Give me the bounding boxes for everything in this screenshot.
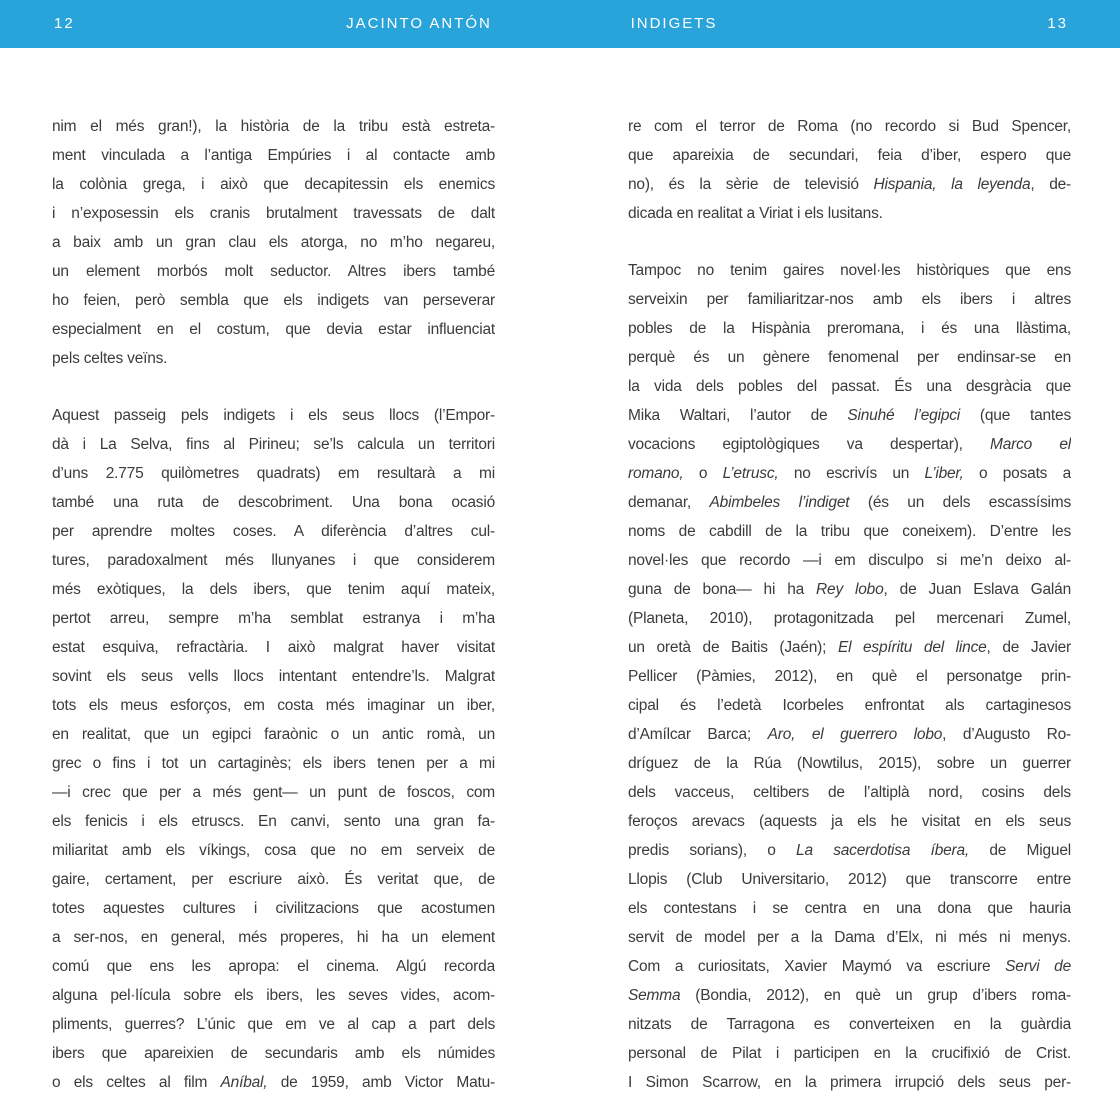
text-line bbox=[52, 778, 495, 807]
text-line bbox=[52, 286, 495, 315]
text-segment: I Simon Scarrow, en la primera irrupció dels seus per- bbox=[628, 1074, 1071, 1091]
text-segment: que apareixia de secundari, feia d’iber, espero que bbox=[628, 147, 1071, 164]
text-line bbox=[52, 894, 495, 923]
text-line bbox=[628, 546, 1071, 575]
text-segment: dels vacceus, celtibers de l’altiplà nord, cosins dels bbox=[628, 784, 1071, 801]
italic-text-segment: L’iber, bbox=[924, 465, 964, 482]
text-line bbox=[628, 343, 1071, 372]
text-segment: o posats a bbox=[963, 465, 1071, 482]
text-line bbox=[628, 662, 1071, 691]
text-segment: personal de Pilat i participen en la crucifixió de Crist. bbox=[628, 1045, 1071, 1062]
italic-text-segment: Semma bbox=[628, 987, 681, 1004]
text-line bbox=[628, 256, 1071, 285]
text-line bbox=[52, 401, 495, 430]
text-segment: a baix amb un gran clau els atorga, no m’ho negareu, bbox=[52, 234, 495, 251]
text-segment: miliaritat amb els víkings, cosa que no em serveix de bbox=[52, 842, 495, 859]
text-line bbox=[628, 575, 1071, 604]
text-line bbox=[52, 865, 495, 894]
text-segment: especialment en el costum, que devia estar influenciat bbox=[52, 321, 495, 338]
text-segment: Com a curiositats, Xavier Maymó va escriure bbox=[628, 958, 1006, 975]
text-segment: Llopis (Club Universitario, 2012) que transcorre entre bbox=[628, 871, 1071, 888]
text-segment: ho feien, però sembla que els indigets van perseverar bbox=[52, 292, 495, 309]
text-line bbox=[628, 1068, 1071, 1097]
text-line bbox=[628, 517, 1071, 546]
page-number-left: 12 bbox=[54, 15, 75, 32]
italic-text-segment: L’etrusc, bbox=[722, 465, 779, 482]
text-segment: noms de cabdill de la tribu que coneixem). D’entre les bbox=[628, 523, 1071, 540]
text-line bbox=[628, 1010, 1071, 1039]
text-line bbox=[628, 170, 1071, 199]
text-line bbox=[52, 807, 495, 836]
text-line bbox=[52, 1039, 495, 1068]
text-segment: dà i La Selva, fins al Pirineu; se’ls calcula un territori bbox=[52, 436, 495, 453]
text-segment: la colònia grega, i això que decapitessin els enemics bbox=[52, 176, 495, 193]
text-segment: dríguez de la Rúa (Nowtilus, 2015), sobre un guerrer bbox=[628, 755, 1071, 772]
paragraph bbox=[52, 401, 495, 1097]
text-line bbox=[52, 315, 495, 344]
text-segment: , d’Augusto Ro- bbox=[942, 726, 1071, 743]
text-segment: Tampoc no tenim gaires novel·les històriques que ens bbox=[628, 262, 1071, 279]
text-line bbox=[52, 430, 495, 459]
text-line bbox=[52, 170, 495, 199]
text-segment: servit de model per a la Dama d’Elx, ni més ni menys. bbox=[628, 929, 1071, 946]
text-line bbox=[628, 894, 1071, 923]
italic-text-segment: Aníbal, bbox=[220, 1074, 268, 1091]
text-segment: tures, paradoxalment més llunyanes i que considerem bbox=[52, 552, 495, 569]
text-line bbox=[628, 604, 1071, 633]
text-segment: alguna pel·lícula sobre els ibers, les seves vides, acom- bbox=[52, 987, 495, 1004]
italic-text-segment: Servi de bbox=[1005, 958, 1071, 975]
italic-text-segment: Hispania, la leyenda bbox=[873, 176, 1031, 193]
text-line bbox=[628, 778, 1071, 807]
text-line bbox=[52, 228, 495, 257]
text-segment: perquè és un gènere fenomenal per endinsar-se en bbox=[628, 349, 1071, 366]
right-page-text-column bbox=[628, 112, 1071, 1097]
paragraph bbox=[628, 256, 1071, 1097]
text-line bbox=[52, 1010, 495, 1039]
italic-text-segment: El espíritu del lince bbox=[837, 639, 987, 656]
text-line bbox=[52, 836, 495, 865]
text-segment: un oretà de Baitis (Jaén); bbox=[628, 639, 838, 656]
text-line bbox=[52, 981, 495, 1010]
text-segment: els fenicis i els etruscs. En canvi, sento una gran fa- bbox=[52, 813, 495, 830]
text-line bbox=[628, 749, 1071, 778]
text-line bbox=[52, 952, 495, 981]
text-segment: comú que ens les apropa: el cinema. Algú recorda bbox=[52, 958, 495, 975]
text-segment: serveixin per familiaritzar-nos amb els ibers i altres bbox=[628, 291, 1071, 308]
text-segment: els contestans i se centra en una dona que hauria bbox=[628, 900, 1071, 917]
text-segment: , de Javier bbox=[986, 639, 1071, 656]
text-segment: re com el terror de Roma (no recordo si Bud Spencer, bbox=[628, 118, 1071, 135]
text-segment: dicada en realitat a Viriat i els lusitans. bbox=[628, 205, 883, 222]
text-segment: (Bondia, 2012), en què un grup d’ibers roma- bbox=[680, 987, 1071, 1004]
text-line bbox=[52, 691, 495, 720]
text-segment: feroços arevacs (aquests ja els he visitat en els seus bbox=[628, 813, 1071, 830]
text-segment: estat esquiva, refractària. I això malgrat haver visitat bbox=[52, 639, 495, 656]
text-line bbox=[628, 1039, 1071, 1068]
text-line bbox=[52, 575, 495, 604]
text-segment: d’uns 2.775 quilòmetres quadrats) em resultarà a mi bbox=[52, 465, 495, 482]
italic-text-segment: romano, bbox=[628, 465, 684, 482]
italic-text-segment: La sacerdotisa íbera, bbox=[796, 842, 970, 859]
paragraph bbox=[52, 112, 495, 373]
text-line bbox=[52, 546, 495, 575]
text-segment: nitzats de Tarragona es converteixen en la guàrdia bbox=[628, 1016, 1071, 1033]
text-line bbox=[628, 488, 1071, 517]
text-segment: no escrivís un bbox=[778, 465, 925, 482]
text-segment: la vida dels pobles del passat. És una desgràcia que bbox=[628, 378, 1071, 395]
text-segment: més exòtiques, la dels ibers, que tenim aquí mateix, bbox=[52, 581, 495, 598]
text-line bbox=[628, 691, 1071, 720]
text-segment: demanar, bbox=[628, 494, 710, 511]
text-segment: sovint els seus vells llocs intentant entendre’ls. Malgrat bbox=[52, 668, 495, 685]
text-segment: gaire, certament, per escriure això. És veritat que, de bbox=[52, 871, 495, 888]
text-line bbox=[628, 430, 1071, 459]
text-segment: a ser-nos, en general, més properes, hi ha un element bbox=[52, 929, 495, 946]
italic-text-segment: Abimbeles l’indiget bbox=[709, 494, 850, 511]
text-segment: totes aquestes cultures i civilitzacions que acostumen bbox=[52, 900, 495, 917]
text-line bbox=[52, 633, 495, 662]
text-segment: en realitat, que un egipci faraònic o un antic romà, un bbox=[52, 726, 495, 743]
text-line bbox=[52, 749, 495, 778]
text-segment: pels celtes veïns. bbox=[52, 350, 168, 367]
italic-text-segment: Rey lobo bbox=[816, 581, 884, 598]
text-segment: també una ruta de descobriment. Una bona ocasió bbox=[52, 494, 495, 511]
text-line bbox=[628, 865, 1071, 894]
text-segment: novel·les que recordo —i em disculpo si me’n deixo al- bbox=[628, 552, 1071, 569]
text-line bbox=[52, 112, 495, 141]
text-line bbox=[628, 720, 1071, 749]
text-segment: guna de bona— hi ha bbox=[628, 581, 817, 598]
text-segment: pertot arreu, sempre m’ha semblat estranya i m’ha bbox=[52, 610, 495, 627]
text-segment: , de Juan Eslava Galán bbox=[883, 581, 1071, 598]
text-line bbox=[628, 633, 1071, 662]
running-head-chapter: INDIGETS bbox=[630, 15, 718, 32]
text-line bbox=[628, 199, 1071, 228]
text-line bbox=[628, 112, 1071, 141]
italic-text-segment: Marco el bbox=[990, 436, 1071, 453]
text-line bbox=[52, 199, 495, 228]
text-segment: vocacions egiptològiques va despertar), bbox=[628, 436, 991, 453]
text-line bbox=[52, 923, 495, 952]
text-segment: pliments, guerres? L’únic que em ve al cap a part dels bbox=[52, 1016, 495, 1033]
text-segment: o els celtes al film bbox=[52, 1074, 221, 1091]
text-segment: i n’exposessin els cranis brutalment travessats de dalt bbox=[52, 205, 495, 222]
text-line bbox=[628, 836, 1071, 865]
text-segment: o bbox=[683, 465, 723, 482]
text-segment: ibers que apareixien de secundaris amb els númides bbox=[52, 1045, 495, 1062]
text-segment: (Planeta, 2010), protagonitzada pel mercenari Zumel, bbox=[628, 610, 1071, 627]
text-segment: cipal és l’edetà Icorbeles enfrontat als cartaginesos bbox=[628, 697, 1071, 714]
book-spread bbox=[0, 48, 1120, 1097]
text-segment: Aquest passeig pels indigets i els seus llocs (l’Empor- bbox=[52, 407, 495, 424]
italic-text-segment: Sinuhé l’egipci bbox=[847, 407, 961, 424]
paragraph bbox=[628, 112, 1071, 228]
text-segment: d’Amílcar Barca; bbox=[628, 726, 768, 743]
text-line bbox=[628, 285, 1071, 314]
text-segment: Pellicer (Pàmies, 2012), en què el personatge prin- bbox=[628, 668, 1071, 685]
text-segment: , de- bbox=[1030, 176, 1071, 193]
text-line bbox=[52, 1068, 495, 1097]
text-line bbox=[52, 459, 495, 488]
running-head-author: JACINTO ANTÓN bbox=[346, 15, 492, 32]
text-segment: ment vinculada a l’antiga Empúries i al contacte amb bbox=[52, 147, 495, 164]
text-line bbox=[628, 459, 1071, 488]
text-segment: —i crec que per a més gent— un punt de foscos, com bbox=[52, 784, 495, 801]
text-line bbox=[628, 372, 1071, 401]
text-segment: de 1959, amb Victor Matu- bbox=[267, 1074, 495, 1091]
text-line bbox=[52, 720, 495, 749]
text-segment: (que tantes bbox=[960, 407, 1071, 424]
text-line bbox=[628, 401, 1071, 430]
text-line bbox=[628, 807, 1071, 836]
text-line bbox=[628, 981, 1071, 1010]
text-segment: de Miguel bbox=[969, 842, 1071, 859]
header-bar bbox=[0, 0, 1120, 48]
text-segment: Mika Waltari, l’autor de bbox=[628, 407, 848, 424]
text-line bbox=[52, 344, 495, 373]
text-line bbox=[52, 604, 495, 633]
text-segment: no), és la sèrie de televisió bbox=[628, 176, 874, 193]
italic-text-segment: Aro, el guerrero lobo bbox=[767, 726, 943, 743]
text-line bbox=[52, 257, 495, 286]
page-number-right: 13 bbox=[1047, 15, 1068, 32]
text-line bbox=[628, 923, 1071, 952]
text-line bbox=[628, 141, 1071, 170]
text-line bbox=[628, 314, 1071, 343]
text-line bbox=[52, 662, 495, 691]
text-segment: nim el més gran!), la història de la tribu està estreta- bbox=[52, 118, 495, 135]
text-segment: grec o fins i tot un cartaginès; els ibers tenen per a mi bbox=[52, 755, 495, 772]
text-segment: per aprendre moltes coses. A diferència d’altres cul- bbox=[52, 523, 495, 540]
text-segment: un element morbós molt seductor. Altres ibers també bbox=[52, 263, 495, 280]
text-line bbox=[52, 488, 495, 517]
text-segment: predis sorians), o bbox=[628, 842, 797, 859]
text-line bbox=[52, 517, 495, 546]
text-segment: tots els meus esforços, em costa més imaginar un iber, bbox=[52, 697, 495, 714]
text-line bbox=[628, 952, 1071, 981]
text-line bbox=[52, 141, 495, 170]
text-segment: pobles de la Hispània preromana, i és una llàstima, bbox=[628, 320, 1071, 337]
left-page-text-column bbox=[52, 112, 495, 1097]
text-segment: (és un dels escassísims bbox=[849, 494, 1071, 511]
